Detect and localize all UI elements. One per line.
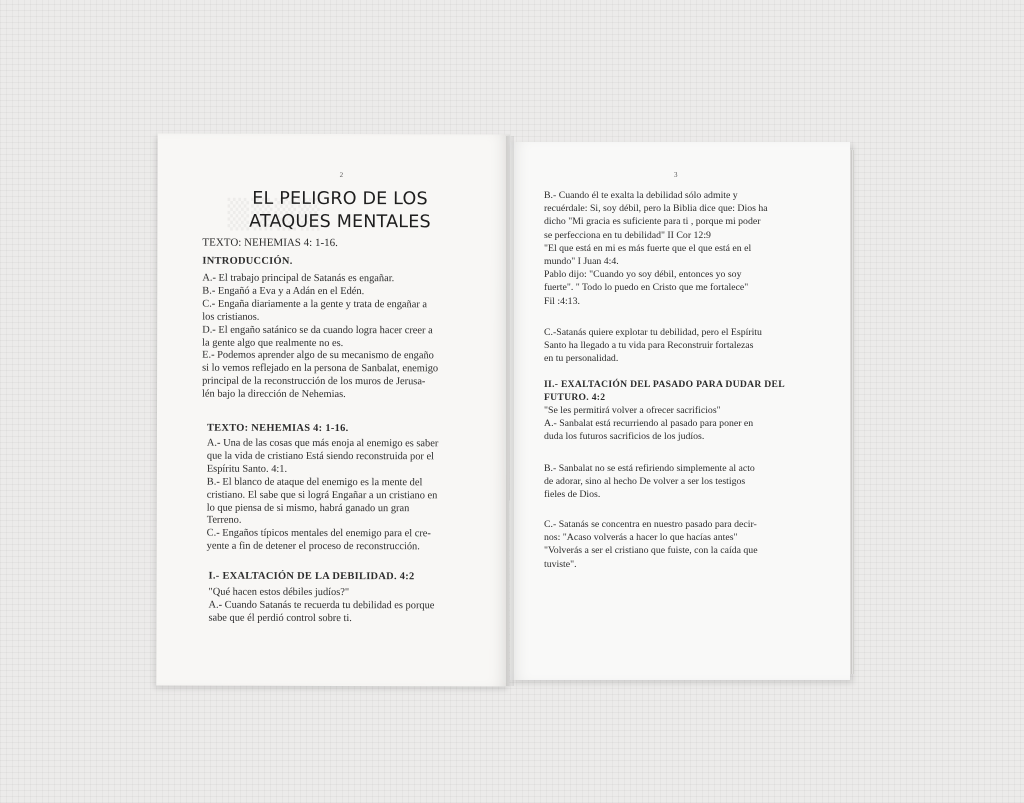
section2-heading-line: II.- EXALTACIÓN DEL PASADO PARA DUDAR DEL: [544, 379, 785, 390]
text-line: recuérdale: Si, soy débil, pero la Biblia dice que: Dios ha: [544, 203, 768, 215]
page-title: [183, 188, 496, 235]
text-reference: TEXTO: NEHEMIAS 4: 1-16.: [202, 236, 338, 250]
text-line: B.- Cuando él te exalta la debilidad sólo admite y: [544, 190, 738, 201]
book-spine: [506, 136, 514, 686]
text-line: dicho "Mi gracia es suficiente para ti , porque mi poder: [544, 216, 761, 228]
text-line: D.- El engaño satánico se da cuando logra hacer creer a: [202, 324, 433, 336]
text-line: lo que piensa de si mismo, habrá ganado un gran: [206, 502, 410, 514]
text-line: de adorar, sino al hecho De volver a ser los testigos: [544, 476, 746, 488]
text-line: A.- El trabajo principal de Satanás es engañar.: [202, 272, 395, 285]
text-line: A.- Sanbalat está recurriendo al pasado para poner en: [544, 418, 754, 430]
text-line: la gente algo que realmente no es.: [202, 337, 344, 349]
page-number: 3: [674, 171, 678, 179]
text-line: C.- Engaños típicos mentales del enemigo para el cre-: [206, 527, 431, 540]
intro-heading: INTRODUCCIÓN.: [202, 255, 293, 267]
text-line: B.- Sanbalat no se está refiriendo simplemente al acto: [544, 463, 755, 474]
section2-heading-line: FUTURO. 4:2: [544, 392, 606, 404]
text-line: C.- Engaña diariamente a la gente y trata de engañar a: [202, 298, 428, 311]
text-line: E.- Podemos aprender algo de su mecanismo de engaño: [202, 350, 434, 362]
text-line: en tu personalidad.: [544, 353, 619, 365]
text-line: Pablo dijo: "Cuando yo soy débil, entonces yo soy: [544, 269, 742, 281]
text-line: que la vida de cristiano Está siendo reconstruida por el: [206, 450, 434, 463]
text-line: nos: "Acaso volverás a hacer lo que hacías antes": [544, 532, 738, 544]
text-line: cristiano. El sabe que si lográ Engañar a un cristiano en: [206, 489, 438, 501]
text-line: principal de la reconstrucción de los muros de Jerusa-: [202, 375, 426, 388]
text-line: fieles de Dios.: [544, 489, 601, 501]
text-line: Terreno.: [206, 515, 242, 527]
text-line: los cristianos.: [202, 311, 260, 323]
text-line: "Se les permitirá volver a ofrecer sacrificios": [544, 405, 721, 416]
right-page: [510, 142, 850, 680]
text-line: C.- Satanás se concentra en nuestro pasado para decir-: [544, 519, 757, 530]
text-line: A.- Una de las cosas que más enoja al enemigo es saber: [206, 437, 439, 450]
text-line: Espíritu Santo. 4:1.: [206, 463, 288, 475]
title-line: EL PELIGRO DE LOS: [252, 188, 428, 210]
left-page: [156, 134, 510, 687]
text-line: mundo" I Juan 4:4.: [544, 256, 619, 267]
text-line: yente a fin de detener el proceso de reconstrucción.: [206, 540, 420, 553]
text-line: si lo vemos reflejado en la persona de Sanbalat, enemigo: [202, 362, 439, 375]
text-line: A.- Cuando Satanás te recuerda tu debilidad es porque: [208, 599, 435, 612]
text-line: sabe que él perdió control sobre ti.: [208, 613, 352, 625]
title-line: ATAQUES MENTALES: [249, 211, 431, 233]
text-line: se perfecciona en tu debilidad" II Cor 12:9: [544, 229, 711, 241]
text-line: Fil :4:13.: [544, 295, 580, 307]
text-line: B.- Engañó a Eva y a Adán en el Edén.: [202, 285, 365, 297]
text-line: B.- El blanco de ataque del enemigo es la mente del: [206, 476, 423, 488]
text-line: fuerte". " Todo lo puedo en Cristo que me fortalece": [544, 282, 749, 294]
page-number: 2: [339, 171, 344, 180]
text-line: lén bajo la dirección de Nehemias.: [202, 388, 346, 401]
text-line: Santo ha llegado a tu vida para Reconstruir fortalezas: [544, 340, 754, 352]
text-line: C.-Satanás quiere explotar tu debilidad, pero el Espíritu: [544, 327, 762, 338]
text-line: "Volverás a ser el cristiano que fuiste, con la caída que: [544, 545, 758, 557]
text-line: "Qué hacen estos débiles judíos?": [208, 586, 350, 599]
section1-heading: I.- EXALTACIÓN DE LA DEBILIDAD. 4:2: [208, 570, 415, 583]
text-line: tuviste".: [544, 558, 577, 570]
texto-heading: TEXTO: NEHEMIAS 4: 1-16.: [206, 422, 349, 435]
text-line: duda los futuros sacrificios de los judíos.: [544, 431, 705, 443]
text-line: "El que está en mi es más fuerte que el que está en el: [544, 242, 752, 254]
